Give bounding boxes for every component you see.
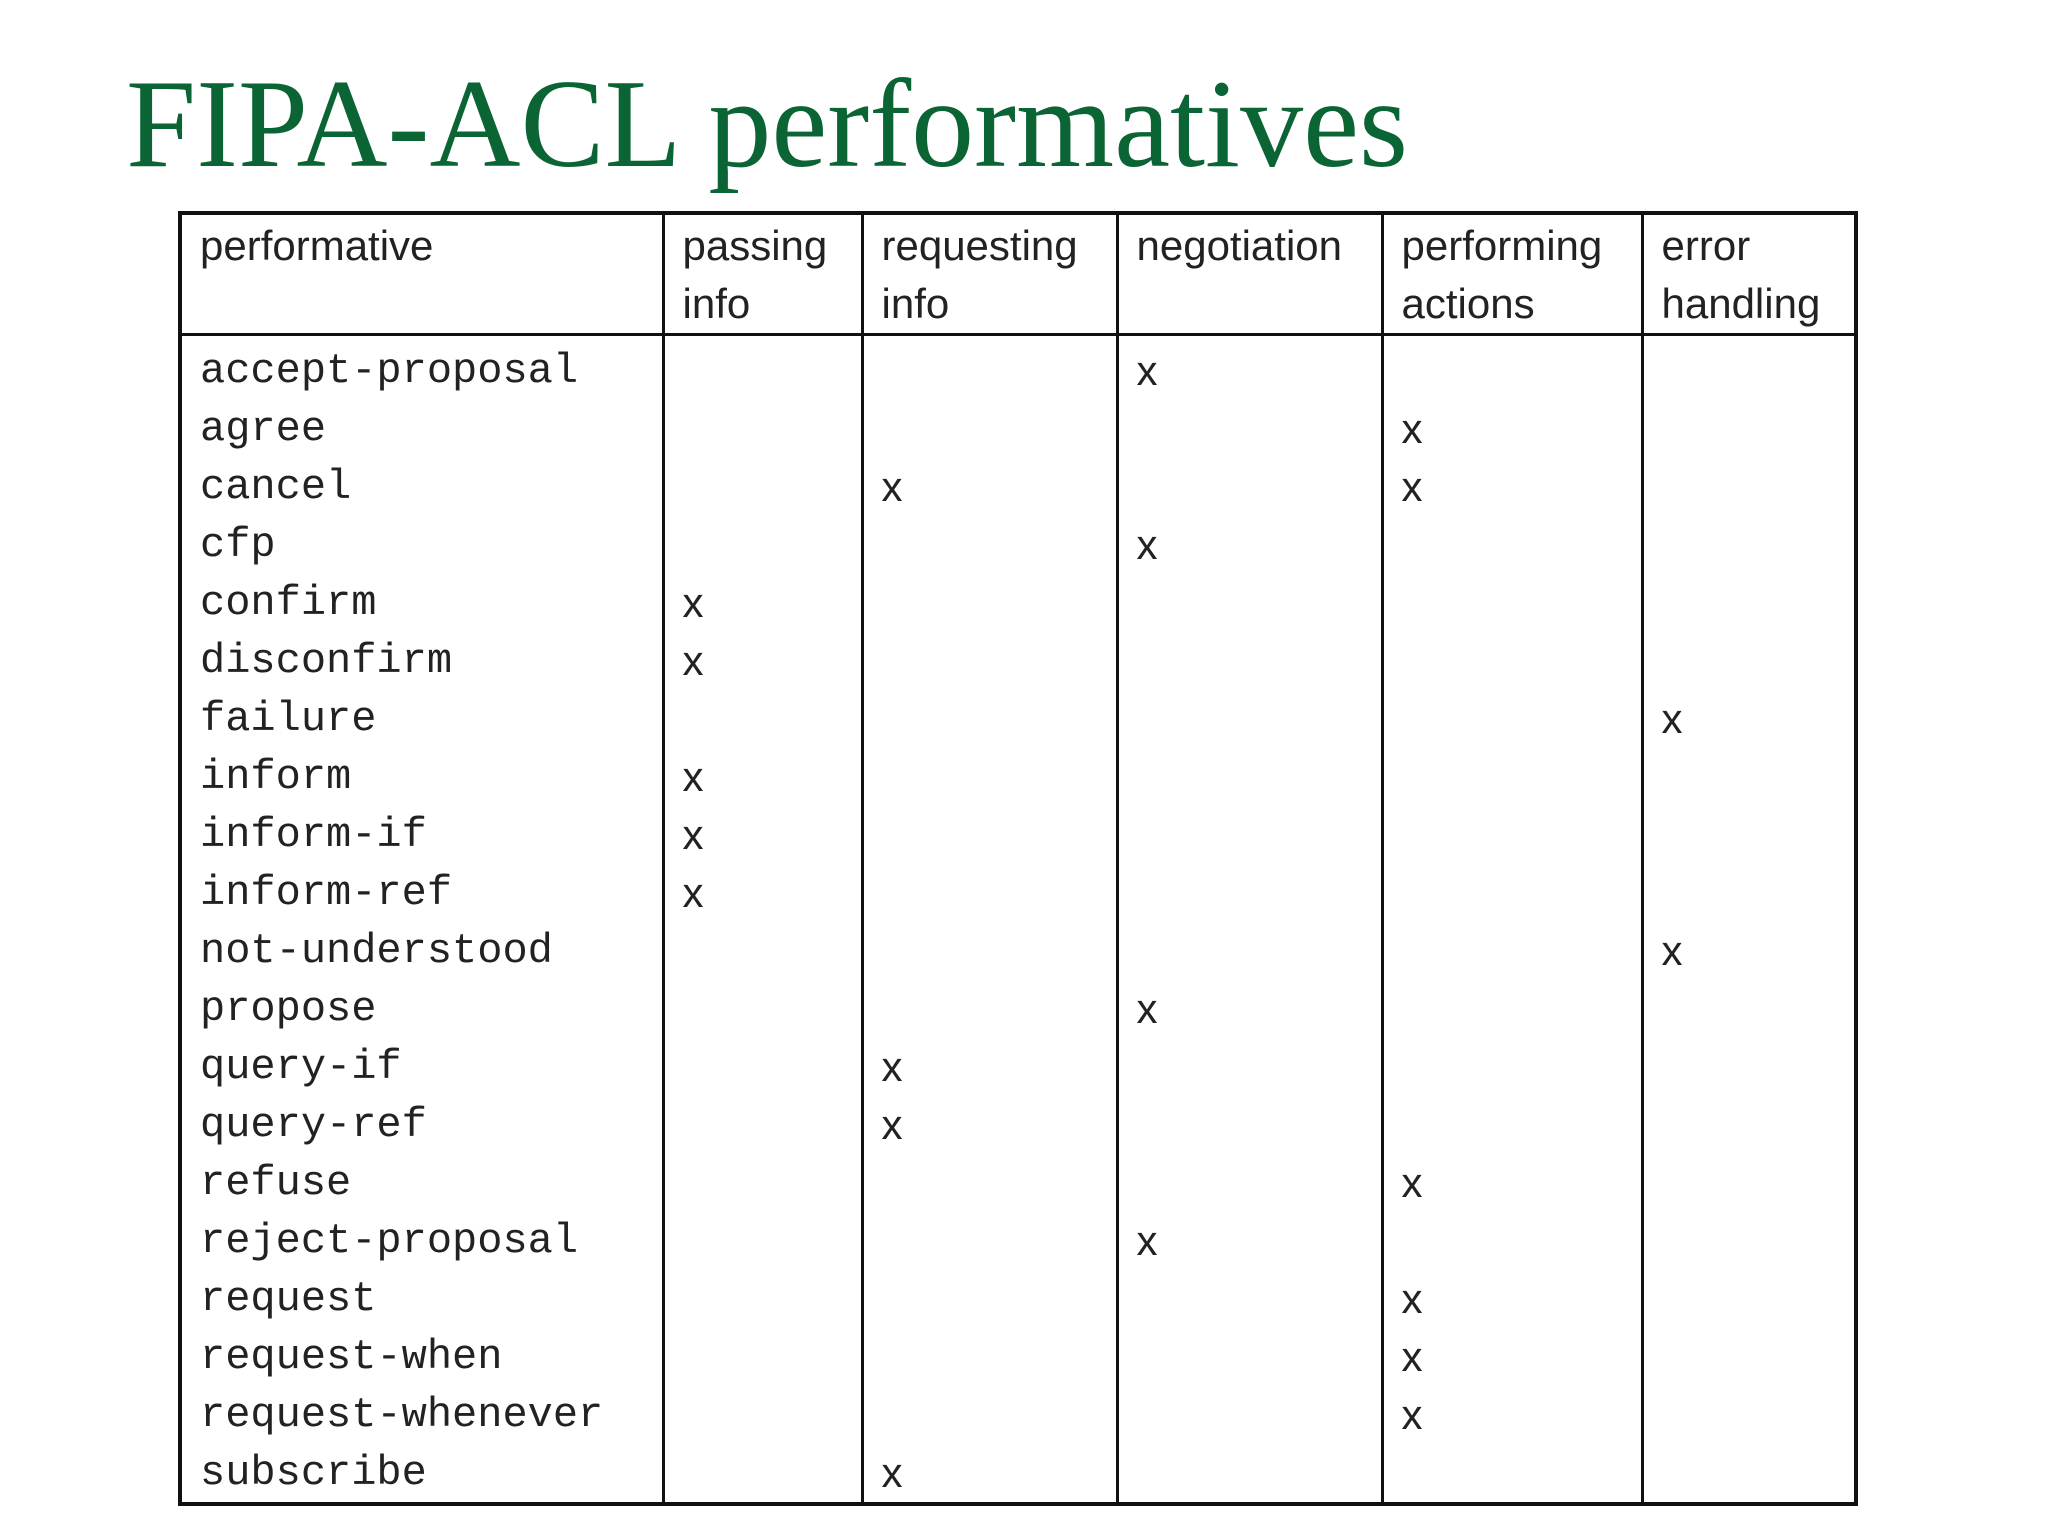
table-row [180, 748, 1856, 806]
table-row [180, 864, 1856, 922]
mark-cell-negotiation [1117, 1154, 1382, 1212]
performative-name-cell: query-if [180, 1038, 663, 1096]
mark-cell-error-handling [1642, 574, 1856, 632]
column-header-performative [180, 213, 663, 335]
mark-cell-performing-actions: x [1382, 1270, 1642, 1328]
slide-title: FIPA-ACL performatives [126, 55, 1409, 194]
performative-name-cell: reject-proposal [180, 1212, 663, 1270]
header-row [180, 213, 1856, 335]
mark-cell-negotiation [1117, 806, 1382, 864]
performative-name-cell: confirm [180, 574, 663, 632]
mark-cell-error-handling: x [1642, 690, 1856, 748]
performative-name-cell: agree [180, 400, 663, 458]
mark-cell-negotiation: x [1117, 516, 1382, 574]
mark-cell-passing-info [663, 458, 862, 516]
mark-cell-passing-info [663, 1096, 862, 1154]
column-header-line: requesting [881, 222, 1078, 269]
performative-name-cell: accept-proposal [180, 335, 663, 401]
performative-name-cell: inform [180, 748, 663, 806]
mark-cell-negotiation [1117, 1386, 1382, 1444]
table-row [180, 1444, 1856, 1504]
column-header-line: performative [200, 222, 434, 269]
mark-cell-negotiation [1117, 632, 1382, 690]
mark-cell-performing-actions [1382, 335, 1642, 401]
mark-cell-passing-info: x [663, 806, 862, 864]
column-header-line: handling [1661, 280, 1821, 327]
table-header [180, 213, 1856, 335]
mark-cell-requesting-info: x [862, 458, 1117, 516]
mark-cell-negotiation [1117, 922, 1382, 980]
mark-cell-performing-actions [1382, 864, 1642, 922]
mark-cell-requesting-info [862, 1212, 1117, 1270]
mark-cell-error-handling [1642, 864, 1856, 922]
performative-name-cell: propose [180, 980, 663, 1038]
table-row [180, 1038, 1856, 1096]
mark-cell-error-handling [1642, 1270, 1856, 1328]
mark-cell-negotiation [1117, 864, 1382, 922]
mark-cell-requesting-info [862, 1154, 1117, 1212]
mark-cell-error-handling [1642, 1444, 1856, 1504]
mark-cell-negotiation: x [1117, 980, 1382, 1038]
table-row [180, 574, 1856, 632]
performative-name-cell: inform-ref [180, 864, 663, 922]
table-row [180, 1328, 1856, 1386]
table-row [180, 980, 1856, 1038]
performative-name-cell: cancel [180, 458, 663, 516]
mark-cell-passing-info: x [663, 574, 862, 632]
mark-cell-requesting-info [862, 574, 1117, 632]
table-row [180, 1386, 1856, 1444]
mark-cell-passing-info [663, 980, 862, 1038]
performative-name-cell: request-whenever [180, 1386, 663, 1444]
mark-cell-error-handling [1642, 516, 1856, 574]
mark-cell-negotiation [1117, 748, 1382, 806]
column-header-line: error [1661, 222, 1751, 269]
performative-name-cell: disconfirm [180, 632, 663, 690]
mark-cell-performing-actions: x [1382, 400, 1642, 458]
mark-cell-error-handling [1642, 458, 1856, 516]
mark-cell-passing-info [663, 1038, 862, 1096]
table-row [180, 335, 1856, 401]
mark-cell-performing-actions: x [1382, 1328, 1642, 1386]
column-header-error-handling [1642, 213, 1856, 335]
mark-cell-requesting-info [862, 690, 1117, 748]
mark-cell-error-handling [1642, 1212, 1856, 1270]
column-header-requesting-info [862, 213, 1117, 335]
mark-cell-performing-actions [1382, 516, 1642, 574]
mark-cell-negotiation [1117, 1270, 1382, 1328]
mark-cell-negotiation: x [1117, 1212, 1382, 1270]
mark-cell-error-handling [1642, 1328, 1856, 1386]
performative-name-cell: request [180, 1270, 663, 1328]
column-header-line: negotiation [1136, 222, 1343, 269]
mark-cell-error-handling [1642, 806, 1856, 864]
mark-cell-error-handling [1642, 1096, 1856, 1154]
table-row [180, 1096, 1856, 1154]
mark-cell-requesting-info [862, 632, 1117, 690]
column-header-passing-info [663, 213, 862, 335]
column-header-line: info [881, 280, 950, 327]
mark-cell-performing-actions [1382, 1038, 1642, 1096]
performative-name-cell: not-understood [180, 922, 663, 980]
table-row [180, 632, 1856, 690]
mark-cell-negotiation [1117, 574, 1382, 632]
mark-cell-negotiation: x [1117, 335, 1382, 401]
column-header-line: actions [1401, 280, 1535, 327]
table-row [180, 690, 1856, 748]
mark-cell-performing-actions [1382, 748, 1642, 806]
performatives-table-container [178, 211, 1854, 1497]
mark-cell-requesting-info: x [862, 1038, 1117, 1096]
mark-cell-performing-actions [1382, 806, 1642, 864]
mark-cell-error-handling [1642, 400, 1856, 458]
mark-cell-error-handling [1642, 632, 1856, 690]
column-header-line: performing [1401, 222, 1603, 269]
mark-cell-negotiation [1117, 458, 1382, 516]
mark-cell-passing-info [663, 1444, 862, 1504]
mark-cell-error-handling [1642, 1386, 1856, 1444]
mark-cell-performing-actions [1382, 1444, 1642, 1504]
mark-cell-passing-info [663, 1154, 862, 1212]
mark-cell-passing-info [663, 1386, 862, 1444]
mark-cell-performing-actions [1382, 574, 1642, 632]
mark-cell-negotiation [1117, 400, 1382, 458]
mark-cell-passing-info [663, 516, 862, 574]
mark-cell-error-handling [1642, 980, 1856, 1038]
table-row [180, 1270, 1856, 1328]
table-row [180, 806, 1856, 864]
mark-cell-negotiation [1117, 1038, 1382, 1096]
mark-cell-requesting-info [862, 1328, 1117, 1386]
mark-cell-requesting-info [862, 922, 1117, 980]
mark-cell-performing-actions: x [1382, 458, 1642, 516]
mark-cell-performing-actions: x [1382, 1154, 1642, 1212]
table-row [180, 922, 1856, 980]
mark-cell-requesting-info [862, 748, 1117, 806]
table-row [180, 516, 1856, 574]
table-body [180, 335, 1856, 1505]
mark-cell-negotiation [1117, 690, 1382, 748]
mark-cell-performing-actions [1382, 980, 1642, 1038]
mark-cell-passing-info [663, 400, 862, 458]
mark-cell-passing-info [663, 1270, 862, 1328]
mark-cell-passing-info: x [663, 748, 862, 806]
mark-cell-negotiation [1117, 1328, 1382, 1386]
mark-cell-error-handling [1642, 748, 1856, 806]
mark-cell-performing-actions [1382, 922, 1642, 980]
column-header-negotiation [1117, 213, 1382, 335]
performative-name-cell: failure [180, 690, 663, 748]
table-row [180, 458, 1856, 516]
mark-cell-error-handling [1642, 1038, 1856, 1096]
mark-cell-requesting-info [862, 806, 1117, 864]
performative-name-cell: inform-if [180, 806, 663, 864]
performative-name-cell: cfp [180, 516, 663, 574]
mark-cell-negotiation [1117, 1096, 1382, 1154]
table-row [180, 1154, 1856, 1212]
mark-cell-negotiation [1117, 1444, 1382, 1504]
mark-cell-performing-actions [1382, 1096, 1642, 1154]
mark-cell-requesting-info: x [862, 1444, 1117, 1504]
mark-cell-performing-actions [1382, 632, 1642, 690]
mark-cell-passing-info [663, 922, 862, 980]
mark-cell-requesting-info: x [862, 1096, 1117, 1154]
mark-cell-error-handling: x [1642, 922, 1856, 980]
mark-cell-performing-actions [1382, 690, 1642, 748]
table-row [180, 400, 1856, 458]
mark-cell-performing-actions: x [1382, 1386, 1642, 1444]
mark-cell-requesting-info [862, 1270, 1117, 1328]
mark-cell-requesting-info [862, 864, 1117, 922]
performative-name-cell: query-ref [180, 1096, 663, 1154]
mark-cell-error-handling [1642, 335, 1856, 401]
mark-cell-requesting-info [862, 516, 1117, 574]
table-row [180, 1212, 1856, 1270]
column-header-line: passing [682, 222, 828, 269]
column-header-performing-actions [1382, 213, 1642, 335]
column-header-line: info [682, 280, 751, 327]
mark-cell-performing-actions [1382, 1212, 1642, 1270]
mark-cell-passing-info [663, 690, 862, 748]
mark-cell-error-handling [1642, 1154, 1856, 1212]
mark-cell-passing-info [663, 335, 862, 401]
mark-cell-passing-info [663, 1328, 862, 1386]
mark-cell-requesting-info [862, 1386, 1117, 1444]
mark-cell-passing-info [663, 1212, 862, 1270]
performatives-table [178, 211, 1858, 1506]
mark-cell-requesting-info [862, 980, 1117, 1038]
mark-cell-passing-info: x [663, 864, 862, 922]
performative-name-cell: subscribe [180, 1444, 663, 1504]
mark-cell-requesting-info [862, 400, 1117, 458]
performative-name-cell: request-when [180, 1328, 663, 1386]
mark-cell-requesting-info [862, 335, 1117, 401]
performative-name-cell: refuse [180, 1154, 663, 1212]
mark-cell-passing-info: x [663, 632, 862, 690]
